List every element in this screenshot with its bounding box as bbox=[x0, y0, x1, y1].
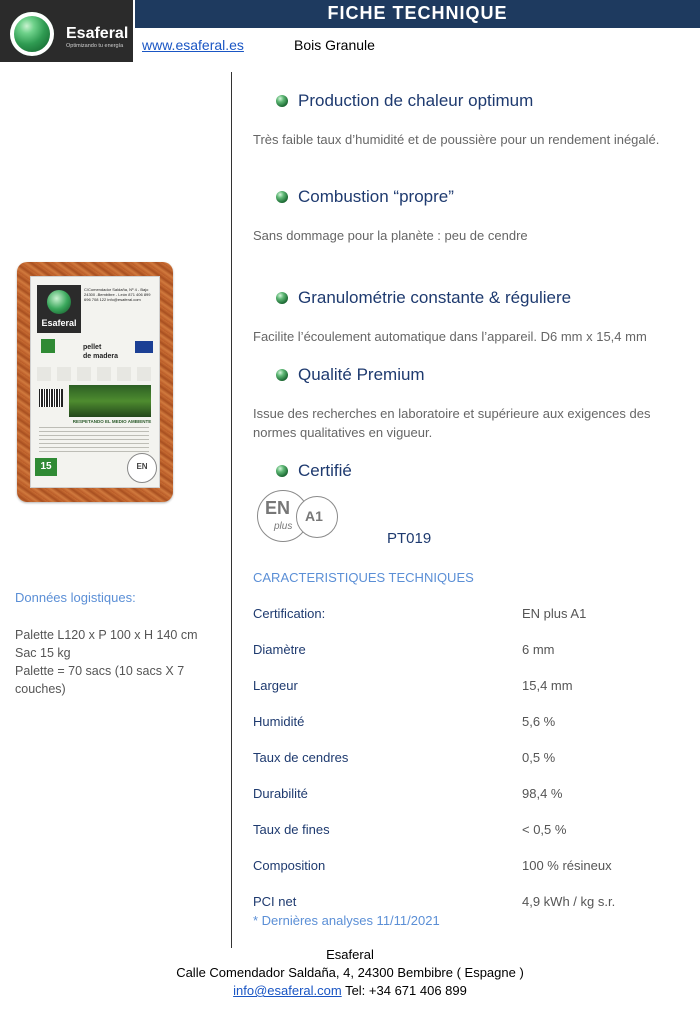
spec-value: 0,5 % bbox=[522, 750, 556, 765]
green-bullet-icon bbox=[276, 465, 288, 477]
spec-label: Durabilité bbox=[253, 786, 308, 801]
spec-row bbox=[253, 858, 693, 876]
bag-label bbox=[30, 276, 160, 488]
spec-value: 6 mm bbox=[522, 642, 555, 657]
feature-title: Combustion “propre” bbox=[298, 187, 454, 206]
green-bullet-icon bbox=[276, 369, 288, 381]
bag-logo-sphere-icon bbox=[47, 290, 71, 314]
footer-address: Calle Comendador Saldaña, 4, 24300 Bembibre ( Espagne ) bbox=[176, 965, 524, 980]
bag-product-line2: de madera bbox=[83, 353, 119, 360]
page-title: FICHE TECHNIQUE bbox=[327, 3, 508, 23]
logo-name: Esaferal bbox=[66, 25, 129, 42]
barcode-icon bbox=[39, 389, 63, 407]
spec-label: PCI net bbox=[253, 894, 297, 909]
bag-icon-strip bbox=[37, 367, 153, 381]
specs-heading: CARACTERISTIQUES TECHNIQUES bbox=[253, 570, 474, 585]
spec-value: 4,9 kWh / kg s.r. bbox=[522, 894, 616, 909]
spec-value: 100 % résineux bbox=[522, 858, 612, 873]
spec-label: Composition bbox=[253, 858, 326, 873]
feature-body: Facilite l’écoulement automatique dans l’appareil. D6 mm x 15,4 mm bbox=[253, 329, 647, 344]
spec-row bbox=[253, 750, 693, 768]
feature-title: Qualité Premium bbox=[298, 365, 425, 384]
logistics-line: Sac 15 kg bbox=[15, 646, 71, 660]
spec-row bbox=[253, 714, 693, 732]
bag-motto: RESPETANDO EL MEDIO AMBIENTE bbox=[72, 419, 152, 424]
spec-value: < 0,5 % bbox=[522, 822, 567, 837]
forest-image bbox=[69, 385, 151, 417]
bag-product-name bbox=[83, 343, 118, 361]
spec-row bbox=[253, 786, 693, 804]
spec-label: Taux de fines bbox=[253, 822, 330, 837]
email-link[interactable]: info@esaferal.com bbox=[233, 983, 342, 998]
feature-title: Production de chaleur optimum bbox=[298, 91, 534, 110]
spec-row bbox=[253, 642, 693, 660]
bag-product-line1: pellet bbox=[83, 344, 102, 351]
spec-row bbox=[253, 678, 693, 696]
logistics-line: Palette L120 x P 100 x H 140 cm bbox=[15, 628, 198, 642]
bag-green-square bbox=[41, 339, 55, 353]
bag-weight-badge: 15 bbox=[35, 458, 57, 476]
column-divider bbox=[231, 72, 232, 948]
certification-code: PT019 bbox=[387, 530, 432, 547]
logistics-line: Palette = 70 sacs (10 sacs X 7 bbox=[15, 664, 185, 678]
spec-label: Certification: bbox=[253, 606, 326, 621]
logo-tagline: Optimizando tu energía bbox=[66, 43, 124, 49]
badge-plus-text: plus bbox=[274, 521, 293, 532]
feature-body: Très faible taux d’humidité et de poussière pour un rendement inégalé. bbox=[253, 132, 660, 147]
badge-en-text: EN bbox=[265, 498, 291, 518]
website-link[interactable]: www.esaferal.es bbox=[142, 37, 244, 53]
a1-badge-icon bbox=[296, 496, 338, 538]
spec-label: Humidité bbox=[253, 714, 305, 729]
feature-body: Issue des recherches en laboratoire et supérieure aux exigences des normes qualitatives en vigueur. bbox=[253, 406, 651, 440]
spec-label: Taux de cendres bbox=[253, 750, 349, 765]
bag-fine-print bbox=[39, 427, 149, 453]
spec-row bbox=[253, 606, 693, 624]
company-logo bbox=[0, 0, 133, 62]
product-name: Bois Granule bbox=[294, 37, 375, 53]
spec-value: 15,4 mm bbox=[522, 678, 573, 693]
green-bullet-icon bbox=[276, 292, 288, 304]
green-bullet-icon bbox=[276, 95, 288, 107]
footer-company: Esaferal bbox=[326, 947, 374, 962]
logo-sphere-icon bbox=[10, 12, 54, 56]
spec-label: Diamètre bbox=[253, 642, 306, 657]
analysis-note: * Dernières analyses 11/11/2021 bbox=[253, 913, 440, 928]
bag-address: C/Comendador Saldaña, Nº 4 - Bajo 24300 -Bembibre - León 871 406 899 696 708 122 info@esaferal.com bbox=[84, 287, 151, 302]
spec-label: Largeur bbox=[253, 678, 298, 693]
footer bbox=[0, 946, 700, 1000]
title-bar bbox=[135, 0, 700, 28]
spec-row bbox=[253, 894, 693, 912]
logistics-details bbox=[15, 626, 225, 698]
feature-title: Granulométrie constante & réguliere bbox=[298, 288, 572, 307]
eu-flag-icon bbox=[135, 341, 153, 353]
feature-body: Sans dommage pour la planète : peu de cendre bbox=[253, 228, 528, 243]
footer-contact bbox=[0, 982, 700, 1000]
feature-title: Certifié bbox=[298, 461, 352, 480]
logistics-title: Données logistiques: bbox=[15, 590, 136, 605]
badge-a1-text: A1 bbox=[305, 508, 323, 524]
logistics-line: couches) bbox=[15, 682, 66, 696]
green-bullet-icon bbox=[276, 191, 288, 203]
bag-logo bbox=[37, 285, 81, 333]
spec-row bbox=[253, 822, 693, 840]
bag-enplus-icon: EN bbox=[127, 453, 157, 483]
bag-brand: Esaferal bbox=[41, 318, 77, 328]
product-bag-image bbox=[17, 262, 173, 502]
spec-value: 5,6 % bbox=[522, 714, 556, 729]
spec-value: 98,4 % bbox=[522, 786, 563, 801]
footer-phone: Tel: +34 671 406 899 bbox=[341, 983, 467, 998]
spec-value: EN plus A1 bbox=[522, 606, 587, 621]
